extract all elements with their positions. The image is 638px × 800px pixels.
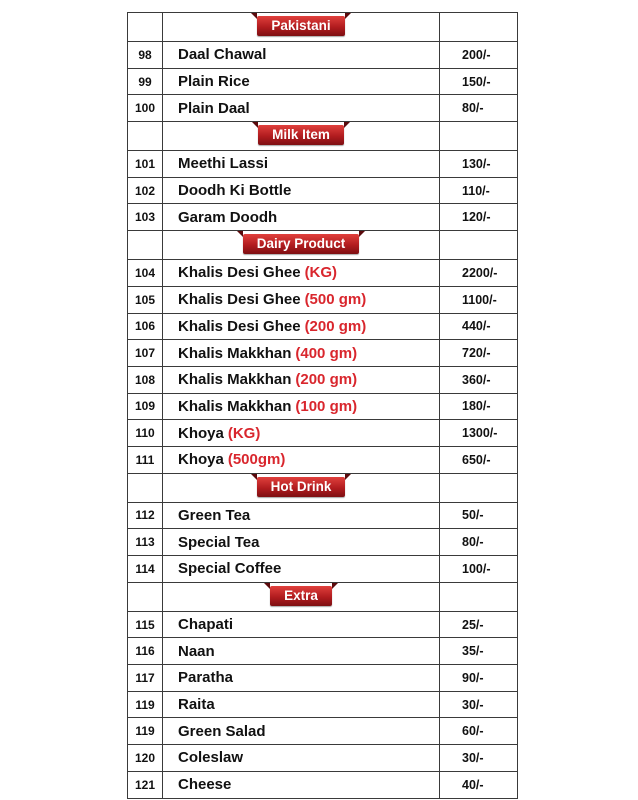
menu-item-row	[128, 313, 518, 340]
item-number: 100	[128, 95, 163, 122]
item-name: Cheese	[178, 776, 232, 794]
menu-item-row	[128, 420, 518, 447]
section-price-cell	[440, 231, 518, 260]
item-name-cell	[163, 151, 440, 178]
menu-item-row	[128, 771, 518, 798]
section-header-row	[128, 231, 518, 260]
menu-item-row	[128, 393, 518, 420]
item-name-cell	[163, 95, 440, 122]
item-name: Coleslaw	[178, 749, 244, 767]
item-name: Green Tea	[178, 506, 251, 524]
section-title-cell	[163, 122, 440, 151]
section-num-cell	[128, 582, 163, 611]
item-name-cell	[163, 177, 440, 204]
section-banner-wrap	[163, 125, 439, 145]
item-number: 117	[128, 665, 163, 692]
item-name: Khalis Desi Ghee	[178, 291, 301, 309]
menu-item-row	[128, 611, 518, 638]
item-name-cell	[163, 446, 440, 473]
item-price: 200/-	[440, 42, 518, 69]
item-unit: (200 gm)	[295, 371, 358, 389]
item-name: Khalis Makkhan	[178, 371, 292, 389]
item-number: 106	[128, 313, 163, 340]
item-price: 100/-	[440, 556, 518, 583]
item-unit: (KG)	[304, 264, 338, 282]
section-banner-wrap	[163, 16, 439, 36]
item-price: 440/-	[440, 313, 518, 340]
menu-item-row	[128, 638, 518, 665]
item-unit: (500 gm)	[304, 291, 367, 309]
menu-table	[127, 12, 518, 799]
item-name: Raita	[178, 696, 215, 714]
item-price: 1300/-	[440, 420, 518, 447]
section-price-cell	[440, 13, 518, 42]
item-price: 30/-	[440, 691, 518, 718]
item-price: 110/-	[440, 177, 518, 204]
section-header-row	[128, 582, 518, 611]
item-name-cell	[163, 718, 440, 745]
item-price: 360/-	[440, 366, 518, 393]
item-number: 112	[128, 502, 163, 529]
menu-item-row	[128, 151, 518, 178]
menu-item-row	[128, 286, 518, 313]
item-price: 35/-	[440, 638, 518, 665]
item-price: 30/-	[440, 745, 518, 772]
section-title-cell	[163, 473, 440, 502]
item-number: 111	[128, 446, 163, 473]
section-num-cell	[128, 122, 163, 151]
section-title-cell	[163, 13, 440, 42]
item-name: Khalis Makkhan	[178, 344, 292, 362]
section-price-cell	[440, 473, 518, 502]
item-name: Khalis Desi Ghee	[178, 317, 301, 335]
item-name-cell	[163, 529, 440, 556]
item-number: 107	[128, 340, 163, 367]
item-number: 120	[128, 745, 163, 772]
item-price: 650/-	[440, 446, 518, 473]
item-name: Green Salad	[178, 722, 266, 740]
menu-item-row	[128, 260, 518, 287]
item-name: Special Coffee	[178, 560, 282, 578]
menu-item-row	[128, 95, 518, 122]
item-price: 60/-	[440, 718, 518, 745]
section-num-cell	[128, 13, 163, 42]
item-name-cell	[163, 260, 440, 287]
item-name-cell	[163, 745, 440, 772]
menu-item-row	[128, 366, 518, 393]
section-header-row	[128, 13, 518, 42]
menu-item-row	[128, 718, 518, 745]
item-number: 110	[128, 420, 163, 447]
item-name-cell	[163, 286, 440, 313]
item-number: 121	[128, 771, 163, 798]
item-name-cell	[163, 638, 440, 665]
item-name-cell	[163, 502, 440, 529]
menu-item-row	[128, 745, 518, 772]
item-unit: (400 gm)	[295, 344, 358, 362]
section-banner: Pakistani	[257, 16, 344, 36]
section-header-row	[128, 473, 518, 502]
section-banner: Milk Item	[258, 125, 344, 145]
menu-item-row	[128, 529, 518, 556]
item-name: Khalis Makkhan	[178, 397, 292, 415]
item-price: 120/-	[440, 204, 518, 231]
item-name-cell	[163, 665, 440, 692]
menu-item-row	[128, 665, 518, 692]
item-name: Khoya	[178, 424, 224, 442]
menu-item-row	[128, 446, 518, 473]
menu-item-row	[128, 68, 518, 95]
menu-item-row	[128, 691, 518, 718]
item-name: Plain Rice	[178, 73, 250, 91]
item-number: 98	[128, 42, 163, 69]
item-number: 105	[128, 286, 163, 313]
item-name: Naan	[178, 642, 215, 660]
item-name: Chapati	[178, 616, 234, 634]
section-title-cell	[163, 582, 440, 611]
item-number: 101	[128, 151, 163, 178]
menu-item-row	[128, 556, 518, 583]
item-number: 103	[128, 204, 163, 231]
menu-item-row	[128, 177, 518, 204]
item-name: Special Tea	[178, 533, 260, 551]
item-number: 114	[128, 556, 163, 583]
item-price: 2200/-	[440, 260, 518, 287]
item-unit: (500gm)	[227, 451, 286, 469]
section-banner-wrap	[163, 477, 439, 497]
menu-item-row	[128, 502, 518, 529]
item-name-cell	[163, 691, 440, 718]
item-name-cell	[163, 611, 440, 638]
item-number: 116	[128, 638, 163, 665]
item-name: Paratha	[178, 669, 234, 687]
section-banner: Dairy Product	[243, 234, 360, 254]
section-num-cell	[128, 231, 163, 260]
item-name-cell	[163, 366, 440, 393]
item-name: Khalis Desi Ghee	[178, 264, 301, 282]
section-banner: Hot Drink	[257, 477, 346, 497]
item-price: 720/-	[440, 340, 518, 367]
menu-item-row	[128, 340, 518, 367]
item-name: Daal Chawal	[178, 46, 267, 64]
item-name: Doodh Ki Bottle	[178, 182, 292, 200]
item-number: 119	[128, 718, 163, 745]
item-unit: (KG)	[227, 424, 261, 442]
item-price: 130/-	[440, 151, 518, 178]
item-name: Plain Daal	[178, 99, 250, 117]
item-name-cell	[163, 556, 440, 583]
item-name-cell	[163, 68, 440, 95]
item-unit: (200 gm)	[304, 317, 367, 335]
menu-item-row	[128, 42, 518, 69]
section-title-cell	[163, 231, 440, 260]
item-unit: (100 gm)	[295, 397, 358, 415]
section-banner-wrap	[163, 234, 439, 254]
item-number: 113	[128, 529, 163, 556]
section-num-cell	[128, 473, 163, 502]
item-number: 102	[128, 177, 163, 204]
item-name: Meethi Lassi	[178, 155, 269, 173]
item-name: Garam Doodh	[178, 208, 278, 226]
item-name-cell	[163, 340, 440, 367]
item-number: 119	[128, 691, 163, 718]
section-header-row	[128, 122, 518, 151]
item-price: 50/-	[440, 502, 518, 529]
item-number: 109	[128, 393, 163, 420]
item-name: Khoya	[178, 451, 224, 469]
item-name-cell	[163, 42, 440, 69]
item-price: 180/-	[440, 393, 518, 420]
item-name-cell	[163, 771, 440, 798]
item-price: 1100/-	[440, 286, 518, 313]
section-banner: Extra	[270, 586, 332, 606]
item-name-cell	[163, 313, 440, 340]
section-banner-wrap	[163, 586, 439, 606]
section-price-cell	[440, 582, 518, 611]
item-price: 80/-	[440, 529, 518, 556]
item-name-cell	[163, 420, 440, 447]
item-price: 80/-	[440, 95, 518, 122]
item-price: 150/-	[440, 68, 518, 95]
item-name-cell	[163, 204, 440, 231]
item-price: 25/-	[440, 611, 518, 638]
item-price: 40/-	[440, 771, 518, 798]
menu-body	[128, 13, 518, 799]
item-price: 90/-	[440, 665, 518, 692]
item-number: 104	[128, 260, 163, 287]
item-number: 108	[128, 366, 163, 393]
section-price-cell	[440, 122, 518, 151]
item-name-cell	[163, 393, 440, 420]
menu-item-row	[128, 204, 518, 231]
item-number: 115	[128, 611, 163, 638]
item-number: 99	[128, 68, 163, 95]
